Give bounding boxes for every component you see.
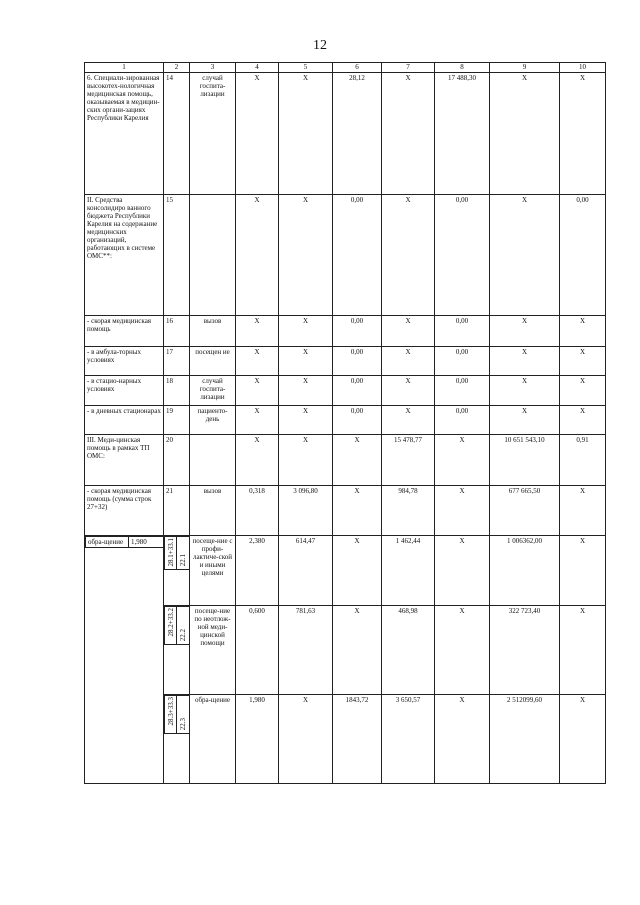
value-cell: 322 723,40 [490,606,560,695]
value-cell: Х [560,406,606,435]
unit-cell: вызов [190,486,236,536]
value-cell: Х [236,73,279,195]
row-number: 20 [164,435,190,486]
value-cell: 3 650,57 [382,695,435,784]
value-cell: Х [279,435,333,486]
value-cell: 0,00 [560,195,606,316]
value-cell: Х [279,376,333,406]
value-cell: 614,47 [279,536,333,606]
header-cell: 2 [164,63,190,73]
table-row [85,347,606,376]
unit-cell: вызов [190,316,236,347]
row-label: - скорая медицинская помощь (сумма строк 27+32) [85,486,164,536]
value-cell: Х [435,606,490,695]
table-row [85,606,606,695]
value-cell: Х [560,73,606,195]
row-label: - в дневных стационарах [85,406,164,435]
code-split [164,606,189,645]
value-cell: Х [382,316,435,347]
code-cell [164,695,190,784]
value-cell: Х [236,316,279,347]
header-cell: 10 [560,63,606,73]
value-cell: Х [333,435,382,486]
value-cell: 0,00 [333,376,382,406]
group-label-split [85,536,163,548]
group-label: обра-щение [86,537,129,548]
value-cell: 2 512099,60 [490,695,560,784]
value-cell: Х [435,435,490,486]
unit-cell [190,435,236,486]
group-value: 1,980 [129,537,164,548]
row-number: 19 [164,406,190,435]
code-split [164,695,189,734]
row-number: 17 [164,347,190,376]
data-table [84,62,606,784]
value-cell: 0,00 [435,406,490,435]
header-cell: 5 [279,63,333,73]
value-cell: 0,00 [435,316,490,347]
row-label: 6. Специали-зированная высокотех-нологичная медицинская помощь, оказываемая в медицин-ских органи-зациях Республики Карелия [85,73,164,195]
header-cell: 4 [236,63,279,73]
unit-cell: обра-щение [190,695,236,784]
table-row [85,406,606,435]
header-cell: 6 [333,63,382,73]
value-cell: Х [279,695,333,784]
value-cell: Х [435,695,490,784]
value-cell: Х [333,486,382,536]
code-b: 22.3 [177,696,189,734]
row-label: - в амбула-торных условиях [85,347,164,376]
code-b: 22.2 [177,607,189,645]
code-a: 28.1+33.1 [165,537,177,570]
table-row [85,435,606,486]
unit-cell: случай госпита-лизации [190,73,236,195]
value-cell: Х [236,435,279,486]
table-row [85,316,606,347]
unit-cell: пациенто-день [190,406,236,435]
value-cell: Х [490,347,560,376]
row-number: 15 [164,195,190,316]
value-cell: Х [560,606,606,695]
value-cell: Х [236,347,279,376]
unit-cell: посещен ие [190,347,236,376]
value-cell: 28,12 [333,73,382,195]
value-cell: Х [236,376,279,406]
value-cell: Х [382,195,435,316]
unit-cell: случай госпита-лизации [190,376,236,406]
value-cell: 0,00 [333,316,382,347]
table-row [85,376,606,406]
value-cell: Х [382,347,435,376]
table-row [85,536,606,606]
header-row [85,63,606,73]
unit-cell: посеще-ние с профи-лактиче-ской и иными целями [190,536,236,606]
value-cell: Х [490,406,560,435]
table-row [85,73,606,195]
value-cell: Х [560,347,606,376]
value-cell: Х [382,73,435,195]
header-cell: 3 [190,63,236,73]
page-number: 12 [313,38,327,53]
value-cell: 984,78 [382,486,435,536]
row-label: II. Средства консолидиро ванного бюджета Республики Карелия на содержание медицинских организаций, работающих в системе ОМС**: [85,195,164,316]
header-cell: 1 [85,63,164,73]
value-cell: 0,600 [236,606,279,695]
value-cell: Х [382,406,435,435]
code-cell [164,536,190,606]
value-cell: 468,98 [382,606,435,695]
row-number: 21 [164,486,190,536]
table-row [85,695,606,784]
row-number: 14 [164,73,190,195]
value-cell: 0,91 [560,435,606,486]
code-b: 22.1 [177,537,189,570]
row-label: - скорая медицинская помощь [85,316,164,347]
value-cell: 2,380 [236,536,279,606]
value-cell: 1,980 [236,695,279,784]
value-cell: 0,00 [333,406,382,435]
value-cell: Х [333,606,382,695]
group-label-cell [85,536,164,784]
value-cell: Х [560,316,606,347]
value-cell: Х [560,486,606,536]
value-cell: 17 488,30 [435,73,490,195]
value-cell: Х [490,376,560,406]
value-cell: 781,63 [279,606,333,695]
row-number: 16 [164,316,190,347]
row-label: III. Меди-цинская помощь в рамках ТП ОМС: [85,435,164,486]
value-cell: Х [435,486,490,536]
value-cell: Х [435,536,490,606]
value-cell: 0,00 [435,195,490,316]
header-cell: 9 [490,63,560,73]
value-cell: 1 462,44 [382,536,435,606]
unit-cell: посеще-ние по неотлож-ной меди-цинской помощи [190,606,236,695]
value-cell: 1 006362,00 [490,536,560,606]
value-cell: Х [236,406,279,435]
table-row [85,486,606,536]
value-cell: 0,00 [435,347,490,376]
value-cell: Х [490,316,560,347]
value-cell: 0,00 [333,347,382,376]
value-cell: 1843,72 [333,695,382,784]
value-cell: Х [333,536,382,606]
value-cell: Х [490,73,560,195]
value-cell: 10 651 543,10 [490,435,560,486]
value-cell: Х [382,376,435,406]
value-cell: Х [279,406,333,435]
value-cell: Х [279,347,333,376]
unit-cell [190,195,236,316]
value-cell: 15 478,77 [382,435,435,486]
value-cell: 3 096,80 [279,486,333,536]
value-cell: 0,00 [435,376,490,406]
value-cell: Х [279,73,333,195]
value-cell: Х [560,376,606,406]
value-cell: 0,00 [333,195,382,316]
table-row [85,195,606,316]
code-a: 28.2+33.2 [165,607,177,645]
value-cell: Х [279,195,333,316]
value-cell: 677 665,50 [490,486,560,536]
value-cell: Х [236,195,279,316]
code-split [164,536,189,570]
value-cell: Х [490,195,560,316]
value-cell: Х [560,695,606,784]
value-cell: Х [279,316,333,347]
header-cell: 7 [382,63,435,73]
value-cell: 0,318 [236,486,279,536]
header-cell: 8 [435,63,490,73]
value-cell: Х [560,536,606,606]
row-label: - в стацио-нарных условиях [85,376,164,406]
code-a: 28.3+33.3 [165,696,177,734]
row-number: 18 [164,376,190,406]
code-cell [164,606,190,695]
